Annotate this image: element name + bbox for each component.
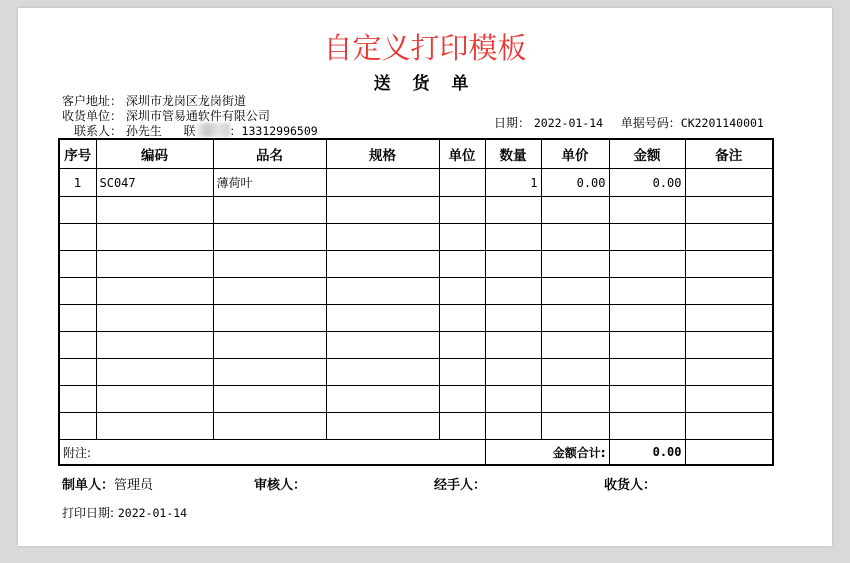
empty-cell [685, 197, 773, 224]
cell-amount: 0.00 [609, 169, 685, 197]
print-date-line [62, 504, 187, 521]
col-header-price: 单价 [541, 139, 609, 169]
auditor-label: 审核人： [254, 478, 307, 493]
empty-cell [609, 332, 685, 359]
empty-cell [439, 251, 485, 278]
empty-cell [541, 224, 609, 251]
empty-cell [685, 305, 773, 332]
print-sheet [18, 8, 832, 546]
template-title: 自定义打印模板 [323, 31, 527, 65]
col-header-seq: 序号 [59, 139, 96, 169]
auditor-signature [254, 474, 306, 493]
customer-address-value: 深圳市龙岗区龙岗街道 [125, 94, 246, 108]
empty-cell [485, 332, 541, 359]
cell-name: 薄荷叶 [213, 169, 326, 197]
table-row-empty [59, 359, 773, 386]
empty-cell [59, 359, 96, 386]
empty-cell [439, 305, 485, 332]
empty-cell [609, 224, 685, 251]
col-header-unit: 单位 [439, 139, 485, 169]
empty-cell [541, 359, 609, 386]
redaction-blur [196, 123, 230, 137]
cell-qty: 1 [485, 169, 541, 197]
empty-cell [485, 359, 541, 386]
empty-cell [96, 197, 213, 224]
empty-cell [59, 332, 96, 359]
empty-cell [685, 386, 773, 413]
empty-cell [439, 332, 485, 359]
table-footer-row [59, 440, 773, 466]
empty-cell [213, 305, 326, 332]
print-date-value: 2022-01-14 [117, 506, 188, 520]
contact-line [74, 122, 318, 139]
table-header-row [59, 139, 773, 169]
maker-value: 管理员 [114, 478, 154, 493]
empty-cell [59, 251, 96, 278]
empty-cell [213, 224, 326, 251]
document-title: 送 货 单 [373, 74, 477, 94]
empty-cell [96, 359, 213, 386]
table-row-empty [59, 197, 773, 224]
date-docno-line [494, 114, 764, 131]
empty-cell [609, 305, 685, 332]
empty-cell [485, 305, 541, 332]
empty-cell [213, 278, 326, 305]
cell-note [685, 169, 773, 197]
empty-cell [685, 332, 773, 359]
empty-cell [485, 278, 541, 305]
contact-value: 孙先生 [125, 124, 162, 138]
empty-cell [609, 197, 685, 224]
empty-cell [326, 386, 439, 413]
empty-cell [59, 305, 96, 332]
empty-cell [96, 413, 213, 440]
empty-cell [685, 359, 773, 386]
table-row-empty [59, 413, 773, 440]
empty-cell [541, 251, 609, 278]
doc-number-value: CK2201140001 [680, 116, 764, 130]
total-note-cell [685, 440, 773, 466]
empty-cell [485, 224, 541, 251]
cell-spec [326, 169, 439, 197]
empty-cell [609, 359, 685, 386]
phone-label: 联 [183, 124, 196, 138]
empty-cell [59, 386, 96, 413]
empty-cell [485, 386, 541, 413]
receiving-unit-value: 深圳市管易通软件有限公司 [125, 109, 270, 123]
empty-cell [96, 386, 213, 413]
empty-cell [96, 278, 213, 305]
cell-seq: 1 [59, 169, 96, 197]
empty-cell [326, 251, 439, 278]
empty-cell [59, 224, 96, 251]
empty-cell [439, 224, 485, 251]
empty-cell [685, 251, 773, 278]
cell-unit [439, 169, 485, 197]
empty-cell [609, 386, 685, 413]
empty-cell [326, 413, 439, 440]
table-row-empty [59, 251, 773, 278]
contact-label: 联系人： [74, 124, 123, 138]
cell-code: SC047 [96, 169, 213, 197]
handler-signature [434, 474, 486, 493]
col-header-amount: 金额 [609, 139, 685, 169]
empty-cell [96, 224, 213, 251]
phone-label-colon: ： [229, 124, 242, 138]
customer-address-label: 客户地址： [62, 94, 123, 108]
date-value: 2022-01-14 [533, 116, 604, 130]
empty-cell [96, 332, 213, 359]
delivery-items-table [58, 138, 774, 466]
maker-label: 制单人： [62, 478, 115, 493]
empty-cell [59, 197, 96, 224]
empty-cell [485, 413, 541, 440]
empty-cell [326, 278, 439, 305]
empty-cell [213, 386, 326, 413]
doc-number-label: 单据号码： [620, 116, 681, 130]
total-value: 0.00 [609, 440, 685, 466]
empty-cell [439, 359, 485, 386]
empty-cell [685, 413, 773, 440]
empty-cell [685, 224, 773, 251]
table-row-empty [59, 386, 773, 413]
empty-cell [609, 251, 685, 278]
empty-cell [439, 197, 485, 224]
empty-cell [439, 278, 485, 305]
empty-cell [326, 305, 439, 332]
maker-signature [62, 474, 153, 493]
table-row-empty [59, 332, 773, 359]
empty-cell [541, 386, 609, 413]
empty-cell [213, 197, 326, 224]
empty-cell [326, 224, 439, 251]
table-row-empty [59, 278, 773, 305]
empty-cell [541, 413, 609, 440]
empty-cell [541, 197, 609, 224]
date-label: 日期： [494, 116, 531, 130]
total-label: 金额合计: [485, 440, 609, 466]
empty-cell [439, 386, 485, 413]
remark-label: 附注: [63, 445, 92, 460]
col-header-spec: 规格 [326, 139, 439, 169]
empty-cell [541, 305, 609, 332]
table-row [59, 169, 773, 197]
empty-cell [96, 251, 213, 278]
empty-cell [326, 197, 439, 224]
col-header-note: 备注 [685, 139, 773, 169]
empty-cell [326, 332, 439, 359]
receiving-unit-label: 收货单位： [62, 109, 123, 123]
empty-cell [609, 278, 685, 305]
print-date-label: 打印日期: [62, 506, 115, 520]
empty-cell [96, 305, 213, 332]
empty-cell [485, 197, 541, 224]
empty-cell [439, 413, 485, 440]
col-header-name: 品名 [213, 139, 326, 169]
empty-cell [213, 359, 326, 386]
empty-cell [59, 278, 96, 305]
cell-price: 0.00 [541, 169, 609, 197]
empty-cell [213, 251, 326, 278]
receiver-signature [604, 474, 656, 493]
phone-value: 13312996509 [241, 124, 318, 138]
handler-label: 经手人： [434, 478, 487, 493]
table-row-empty [59, 224, 773, 251]
remark-cell [59, 440, 485, 466]
empty-cell [213, 413, 326, 440]
col-header-qty: 数量 [485, 139, 541, 169]
empty-cell [59, 413, 96, 440]
table-row-empty [59, 305, 773, 332]
empty-cell [213, 332, 326, 359]
empty-cell [541, 278, 609, 305]
col-header-code: 编码 [96, 139, 213, 169]
empty-cell [541, 332, 609, 359]
empty-cell [609, 413, 685, 440]
empty-cell [485, 251, 541, 278]
empty-cell [326, 359, 439, 386]
receiver-label: 收货人： [604, 478, 657, 493]
empty-cell [685, 278, 773, 305]
